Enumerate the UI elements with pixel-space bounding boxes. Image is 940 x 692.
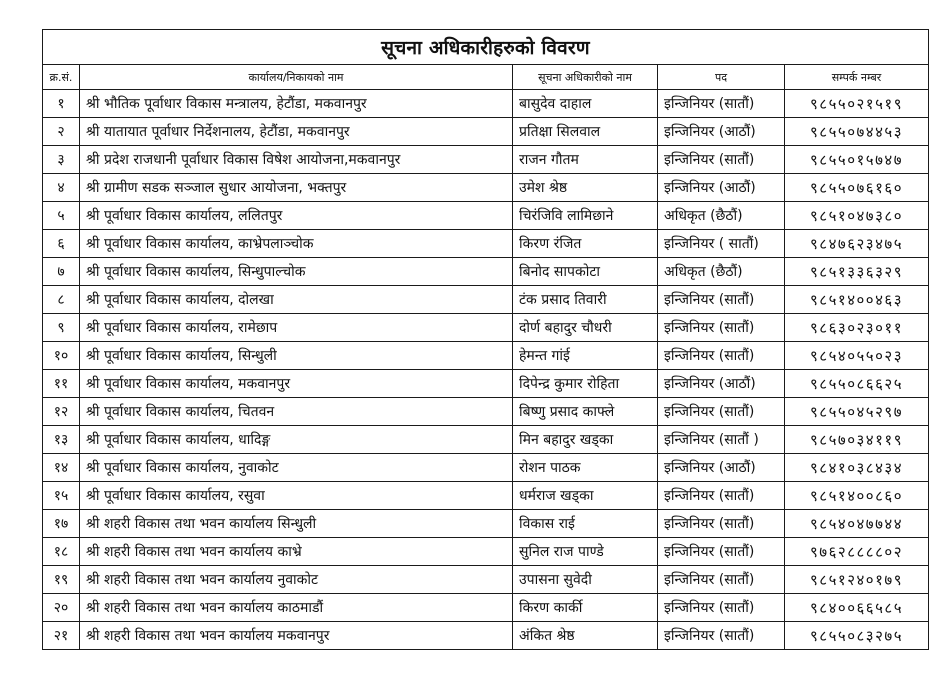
- post-cell: अधिकृत (छैठौं): [658, 202, 785, 230]
- office-name-cell: श्री शहरी विकास तथा भवन कार्यालय काभ्रे: [80, 538, 513, 566]
- contact-number-cell: ९८४१०३८४३४: [785, 454, 929, 482]
- officer-name-cell: उपासना सुवेदी: [513, 566, 658, 594]
- office-name-cell: श्री पूर्वाधार विकास कार्यालय, ललितपुर: [80, 202, 513, 230]
- contact-number-cell: ९८६३०२३०११: [785, 314, 929, 342]
- office-name-cell: श्री ग्रामीण सडक सञ्जाल सुधार आयोजना, भक्तपुर: [80, 174, 513, 202]
- serial-number-cell: १८: [43, 538, 80, 566]
- contact-number-cell: ९८५१४००४६३: [785, 286, 929, 314]
- table-row: [43, 174, 929, 202]
- information-officers-document: [42, 29, 928, 663]
- officer-name-cell: अंकित श्रेष्ठ: [513, 622, 658, 650]
- office-name-cell: श्री यातायात पूर्वाधार निर्देशनालय, हेटौंडा, मकवानपुर: [80, 118, 513, 146]
- header-contact-number: सम्पर्क नम्बर: [785, 65, 929, 90]
- office-name-cell: श्री पूर्वाधार विकास कार्यालय, चितवन: [80, 398, 513, 426]
- officer-name-cell: बिनोद सापकोटा: [513, 258, 658, 286]
- office-name-cell: श्री पूर्वाधार विकास कार्यालय, सिन्धुली: [80, 342, 513, 370]
- post-cell: इन्जिनियर (सातौं ): [658, 426, 785, 454]
- serial-number-cell: १०: [43, 342, 80, 370]
- table-body: [43, 90, 929, 650]
- table-row: [43, 146, 929, 174]
- contact-number-cell: ९८५५०८६६२५: [785, 370, 929, 398]
- table-row: [43, 426, 929, 454]
- officer-name-cell: धर्मराज खड्का: [513, 482, 658, 510]
- post-cell: इन्जिनियर (सातौं): [658, 90, 785, 118]
- header-serial-number: क्र.सं.: [43, 65, 80, 90]
- table-row: [43, 342, 929, 370]
- officer-name-cell: दिपेन्द्र कुमार रोहिता: [513, 370, 658, 398]
- officer-name-cell: किरण कार्की: [513, 594, 658, 622]
- office-name-cell: श्री पूर्वाधार विकास कार्यालय, दोलखा: [80, 286, 513, 314]
- contact-number-cell: ९८४७६२३४७५: [785, 230, 929, 258]
- serial-number-cell: २: [43, 118, 80, 146]
- officer-name-cell: उमेश श्रेष्ठ: [513, 174, 658, 202]
- officer-name-cell: राजन गौतम: [513, 146, 658, 174]
- office-name-cell: श्री शहरी विकास तथा भवन कार्यालय नुवाकोट: [80, 566, 513, 594]
- officer-name-cell: टंक प्रसाद तिवारी: [513, 286, 658, 314]
- post-cell: इन्जिनियर (सातौं): [658, 594, 785, 622]
- officer-name-cell: मिन बहादुर खड्का: [513, 426, 658, 454]
- table-header-row: [43, 65, 929, 90]
- table-row: [43, 230, 929, 258]
- post-cell: इन्जिनियर (आठौं): [658, 454, 785, 482]
- contact-number-cell: ९८५५०८३२७५: [785, 622, 929, 650]
- office-name-cell: श्री पूर्वाधार विकास कार्यालय, रसुवा: [80, 482, 513, 510]
- serial-number-cell: १७: [43, 510, 80, 538]
- serial-number-cell: २१: [43, 622, 80, 650]
- contact-number-cell: ९८५५०१५७४७: [785, 146, 929, 174]
- post-cell: इन्जिनियर (सातौं): [658, 566, 785, 594]
- table-row: [43, 314, 929, 342]
- serial-number-cell: ५: [43, 202, 80, 230]
- table-row: [43, 482, 929, 510]
- officer-name-cell: रोशन पाठक: [513, 454, 658, 482]
- office-name-cell: श्री पूर्वाधार विकास कार्यालय, नुवाकोट: [80, 454, 513, 482]
- contact-number-cell: ९८५१२४०१७९: [785, 566, 929, 594]
- information-officers-table: [42, 29, 929, 650]
- post-cell: इन्जिनियर (सातौं): [658, 146, 785, 174]
- contact-number-cell: ९८५५०७६१६०: [785, 174, 929, 202]
- table-row: [43, 594, 929, 622]
- office-name-cell: श्री शहरी विकास तथा भवन कार्यालय काठमाडौं: [80, 594, 513, 622]
- table-row: [43, 566, 929, 594]
- contact-number-cell: ९८५४०४७७४४: [785, 510, 929, 538]
- officer-name-cell: विकास राई: [513, 510, 658, 538]
- post-cell: इन्जिनियर (आठौं): [658, 174, 785, 202]
- post-cell: इन्जिनियर (सातौं): [658, 482, 785, 510]
- serial-number-cell: ३: [43, 146, 80, 174]
- header-officer-name: सूचना अधिकारीको नाम: [513, 65, 658, 90]
- post-cell: अधिकृत (छैठौं): [658, 258, 785, 286]
- post-cell: इन्जिनियर (सातौं): [658, 622, 785, 650]
- serial-number-cell: ९: [43, 314, 80, 342]
- post-cell: इन्जिनियर (सातौं): [658, 286, 785, 314]
- officer-name-cell: सुनिल राज पाण्डे: [513, 538, 658, 566]
- contact-number-cell: ९८५१४००८६०: [785, 482, 929, 510]
- contact-number-cell: ९८४००६६५८५: [785, 594, 929, 622]
- office-name-cell: श्री शहरी विकास तथा भवन कार्यालय सिन्धुली: [80, 510, 513, 538]
- serial-number-cell: ४: [43, 174, 80, 202]
- post-cell: इन्जिनियर (सातौं): [658, 510, 785, 538]
- serial-number-cell: १२: [43, 398, 80, 426]
- table-row: [43, 90, 929, 118]
- post-cell: इन्जिनियर ( सातौं): [658, 230, 785, 258]
- office-name-cell: श्री पूर्वाधार विकास कार्यालय, सिन्धुपाल्चोक: [80, 258, 513, 286]
- serial-number-cell: ८: [43, 286, 80, 314]
- table-row: [43, 118, 929, 146]
- officer-name-cell: बिष्णु प्रसाद काफ्ले: [513, 398, 658, 426]
- serial-number-cell: १४: [43, 454, 80, 482]
- office-name-cell: श्री भौतिक पूर्वाधार विकास मन्त्रालय, हेटौंडा, मकवानपुर: [80, 90, 513, 118]
- officer-name-cell: हेमन्त गांई: [513, 342, 658, 370]
- officer-name-cell: प्रतिक्षा सिलवाल: [513, 118, 658, 146]
- table-row: [43, 454, 929, 482]
- contact-number-cell: ९८५१३३६३२९: [785, 258, 929, 286]
- serial-number-cell: १९: [43, 566, 80, 594]
- header-post: पद: [658, 65, 785, 90]
- table-row: [43, 202, 929, 230]
- table-row: [43, 286, 929, 314]
- serial-number-cell: १५: [43, 482, 80, 510]
- serial-number-cell: १३: [43, 426, 80, 454]
- post-cell: इन्जिनियर (सातौं): [658, 398, 785, 426]
- contact-number-cell: ९८५५०७४४५३: [785, 118, 929, 146]
- contact-number-cell: ९८५७०३४११९: [785, 426, 929, 454]
- post-cell: इन्जिनियर (सातौं): [658, 538, 785, 566]
- post-cell: इन्जिनियर (सातौं): [658, 342, 785, 370]
- office-name-cell: श्री शहरी विकास तथा भवन कार्यालय मकवानपुर: [80, 622, 513, 650]
- contact-number-cell: ९८५४०५५०२३: [785, 342, 929, 370]
- post-cell: इन्जिनियर (सातौं): [658, 314, 785, 342]
- contact-number-cell: ९८५१०४७३८०: [785, 202, 929, 230]
- post-cell: इन्जिनियर (आठौं): [658, 370, 785, 398]
- officer-name-cell: किरण रंजित: [513, 230, 658, 258]
- table-row: [43, 538, 929, 566]
- serial-number-cell: ११: [43, 370, 80, 398]
- table-row: [43, 258, 929, 286]
- officer-name-cell: बासुदेव दाहाल: [513, 90, 658, 118]
- serial-number-cell: ६: [43, 230, 80, 258]
- contact-number-cell: ९७६२८८८८०२: [785, 538, 929, 566]
- post-cell: इन्जिनियर (आठौं): [658, 118, 785, 146]
- serial-number-cell: २०: [43, 594, 80, 622]
- officer-name-cell: चिरंजिवि लामिछाने: [513, 202, 658, 230]
- office-name-cell: श्री पूर्वाधार विकास कार्यालय, धादिङ्ग: [80, 426, 513, 454]
- office-name-cell: श्री प्रदेश राजधानी पूर्वाधार विकास विषेश आयोजना,मकवानपुर: [80, 146, 513, 174]
- table-row: [43, 370, 929, 398]
- table-row: [43, 622, 929, 650]
- serial-number-cell: १: [43, 90, 80, 118]
- document-title: सूचना अधिकारीहरुको विवरण: [43, 30, 929, 65]
- serial-number-cell: ७: [43, 258, 80, 286]
- office-name-cell: श्री पूर्वाधार विकास कार्यालय, काभ्रेपलाञ्चोक: [80, 230, 513, 258]
- office-name-cell: श्री पूर्वाधार विकास कार्यालय, रामेछाप: [80, 314, 513, 342]
- contact-number-cell: ९८५५०४५२९७: [785, 398, 929, 426]
- table-row: [43, 510, 929, 538]
- header-office-name: कार्यालय/निकायको नाम: [80, 65, 513, 90]
- contact-number-cell: ९८५५०२१५१९: [785, 90, 929, 118]
- officer-name-cell: दोर्ण बहादुर चौधरी: [513, 314, 658, 342]
- table-row: [43, 398, 929, 426]
- office-name-cell: श्री पूर्वाधार विकास कार्यालय, मकवानपुर: [80, 370, 513, 398]
